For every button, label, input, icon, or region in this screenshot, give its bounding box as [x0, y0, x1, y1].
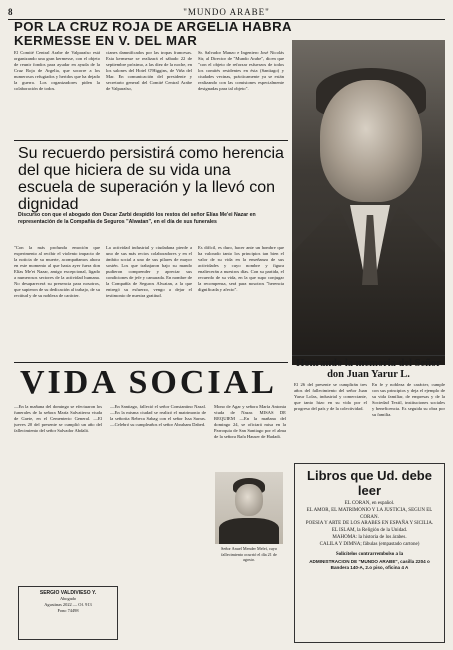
masthead-title: "MUNDO ARABE"	[183, 7, 270, 17]
page-header	[8, 6, 445, 18]
kermesse-column-3: Sr. Salvador Manzo e Ingeniero José Nicolás Sir, al Director de "Mundo Arabe", dicen que "con el objeto de reforzar esfuerzos de todos los comités residentes en ésta (Santiago) y ciudades vecinas, prácticamente ya se están realizando con las comisiones especialmente designadas para tal objeto".	[198, 50, 284, 91]
page-number: 8	[8, 7, 13, 17]
honor-column-2: En fe y nobleza de carácter, cumple con sus principios y deja el ejemplo de su vida familiar, de empresas y de la Sociedad Textil, instituciones sociales y beneficencia. Es seguida su obra por su familia.	[372, 382, 445, 417]
vida-column-3: Mono de Agar y señora María Antonia viuda de Nazar. MISAS DE REQUIEM —En la mañana del domingo 24, se oficiará misa en la Parroquia de San Santiago por el alma de la señora Rafa Hauser de Hadadi.	[214, 404, 286, 439]
books-ad-title: Libros que Ud. debe leer	[307, 468, 432, 498]
speech-deck: Discurso con que el abogado don Oscar Zarbi despidió los restos del señor Elías Me'ei Nazar en representación de la Compañía de Seguros "Alwatan", en el día de sus funerales	[18, 212, 256, 225]
obituary-caption: Señor Anuel Mender Meleí, cuyo fallecimiento ocurrió el día 21 de agosto.	[221, 546, 277, 563]
book-item: EL ISLAM, la Religión de la Unidad.	[331, 528, 408, 534]
honor-headline: Honrando la memoria del Señor don Juan Yarur L.	[292, 355, 445, 380]
lawyer-ad-box	[18, 586, 118, 640]
vida-column-2: —En Santiago, falleció el señor Constantino Nazal. —En la misma ciudad se realizó el matrimonio de la señorita Rebeca Sabag con el señor Issa Sarras. —Celebró su cumpleaños el señor Abraham Dabed.	[110, 404, 206, 427]
vida-rule	[14, 362, 288, 363]
admin-address: ADMINISTRACION DE "MUNDO ARABE", casilla 2204 o Bandera 140-A, 2.o piso, oficina 4 A	[309, 558, 430, 570]
vida-social-title: VIDA SOCIAL	[20, 364, 277, 401]
kermesse-headline: POR LA CRUZ ROJA DE ARGELIA HABRA KERMESSE EN V. DEL MAR	[14, 19, 292, 48]
speech-headline: Su recuerdo persistirá como herencia del que hiciera de su vida una escuela de superación y la llevó con dignidad	[18, 145, 284, 213]
book-item: POESIA Y ARTE DE LOS ARABES EN ESPAÑA Y SICILIA.	[305, 521, 434, 527]
honor-column-1: El 26 del presente se cumplirán tres años del fallecimiento del señor Juan Yarur Lolas, industrial y comerciante, que tanto hizo en su vida por el progreso del país y de la colectividad.	[294, 382, 367, 411]
order-note: Solicítelos contrarrembolso a la	[335, 551, 404, 557]
book-item: MAHOMA: la historia de los árabes.	[332, 534, 407, 540]
book-item: CALILA Y DIMNA; fábulas (empastado cartone)	[319, 541, 420, 547]
section-rule	[14, 140, 288, 141]
kermesse-column-1: El Comité Central Arabe de Valparaíso está organizando una gran kermesse, con el objeto de reunir fondos para ayudar en ayuda de la Cruz Roja de Argelia, que socorre a los numerosos refugiados y heridos que ha dejado la guerra. Los organizadores piden la colaboración de todos.	[14, 50, 100, 91]
lawyer-role: Abogado	[59, 596, 77, 601]
books-list	[300, 501, 439, 549]
books-ad-box	[294, 463, 445, 643]
lawyer-name: SERGIO VALDIVIESO Y.	[39, 590, 97, 596]
lawyer-address: Agustinas 2022 — Of. 913	[44, 602, 92, 607]
obituary-photo	[215, 472, 283, 544]
lawyer-phone: Fono 74498	[57, 608, 79, 613]
book-item: EL AMOR, EL MATRIMONIO Y LA JUSTICIA, SEGUN EL CORAN.	[306, 507, 433, 520]
speech-column-2: La actividad industrial y ciudadana pierde a uno de sus más recios colaboradores y en el ámbito social a uno de sus pilares de mayor sostén. Los que trabajaron bajo su mando pudieron comprender y apreciar sus condiciones de jefe y camarada. En nombre de la Compañía de Seguros Alwatan, a la que entregó su esfuerzo, vengo a dejar el testimonio de nuestra gratitud.	[106, 245, 192, 298]
speech-column-3: Es difícil, es duro, hacer ante un hombre que ha valorado tanto los principios tan bien el valor de su vida en la enseñanza de sus actividades y cuyo nombre y figura enaltecerán a nuestros días. Con su partida, el recuerdo de su vida, en la que supo conjugar la recompensa, será para nosotros "herencia dignificada y afecto".	[198, 245, 284, 292]
book-item: EL CORAN, en español.	[344, 501, 395, 506]
speech-column-1: "Con la más profunda emoción que experimento al recibir el violento impacto de la noticia de su muerte, acompañamos ahora en este momento al que hasta ayer fuera don Elías Me'ei Nazar, amigo excepcional, ligado a numerosos sectores de la actividad humana. No desaparecerá su presencia para nosotros, que supieron de su dedicación al trabajo, de su rectitud y de su nobleza de carácter.	[14, 245, 100, 298]
vida-column-1: —En la mañana del domingo se efectuaron los funerales de la señora María Salvatierra viuda de Gaete, en el Cementerio General. —El jueves 20 del presente se cumplió un año del fallecimiento del señor Salvador Abdalá.	[14, 404, 102, 433]
kermesse-column-2: cianes damnificados por las tropas francesas. Esta kermesse se realizará el sábado 22 de septiembre próximo, a las diez de la noche, en los salones del Hotel O'Higgins, de Viña del Mar. En comunicación del presidente y secretario general del Comité Central Arabe de Valparaíso,	[106, 50, 192, 91]
portrait-photo	[292, 40, 445, 365]
